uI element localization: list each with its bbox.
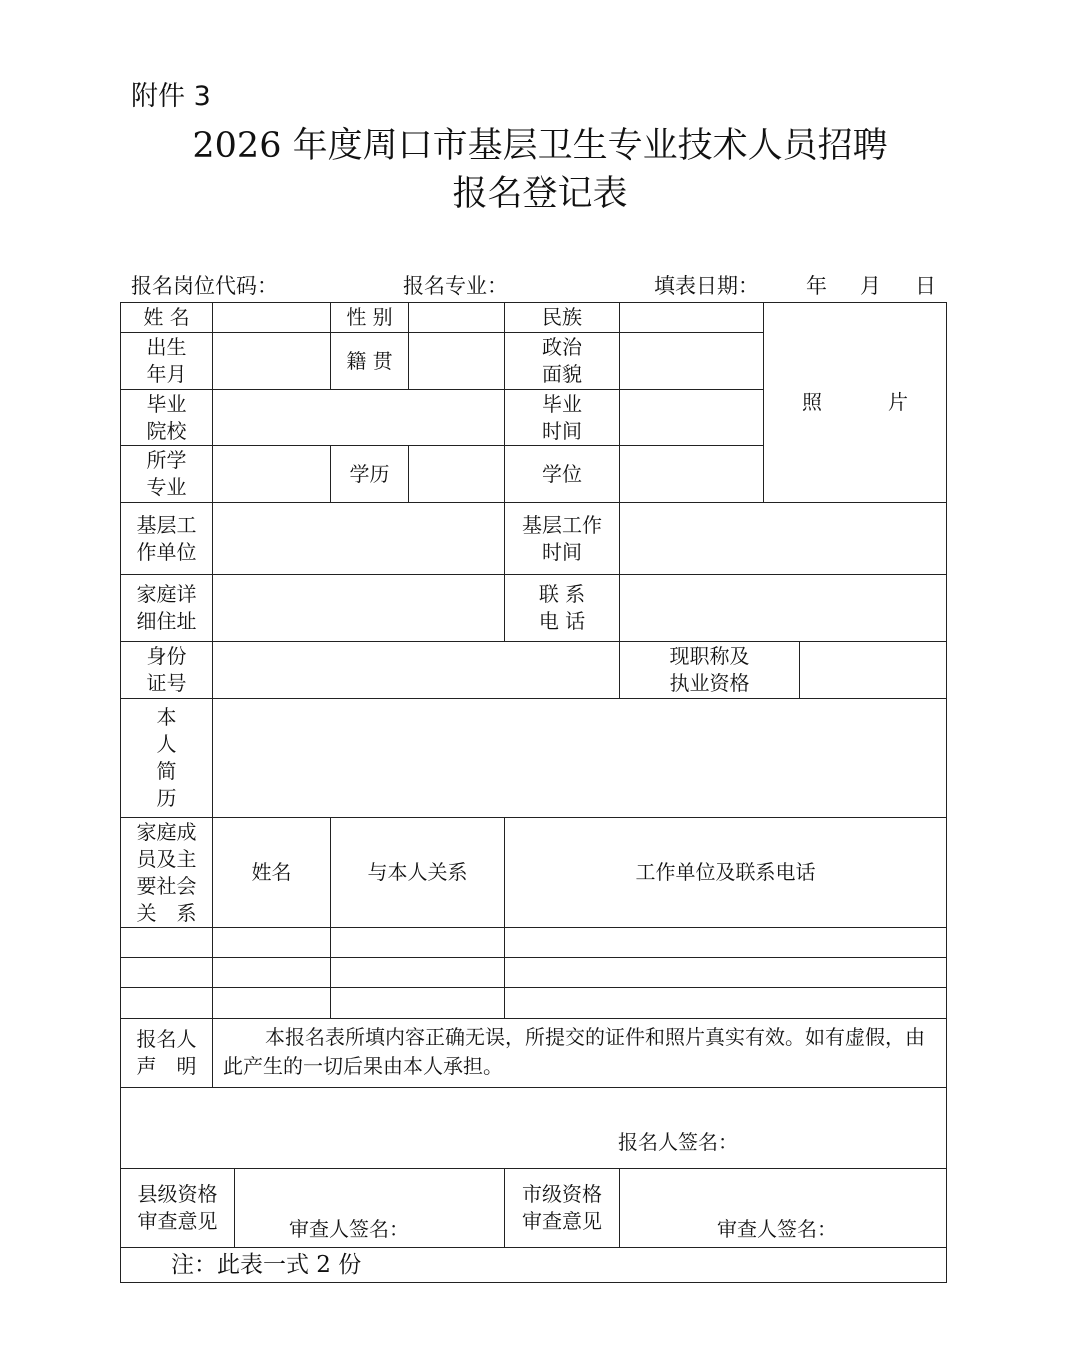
title-cert-input[interactable] bbox=[800, 642, 947, 699]
county-review-label: 县级资格 审查意见 bbox=[121, 1169, 235, 1248]
work-time-input[interactable] bbox=[620, 503, 947, 575]
school-input[interactable] bbox=[213, 390, 505, 446]
work-unit-input[interactable] bbox=[213, 503, 505, 575]
grad-time-input[interactable] bbox=[620, 390, 764, 446]
address-label: 家庭详 细住址 bbox=[121, 575, 213, 642]
major-input[interactable] bbox=[213, 446, 331, 503]
birth-input[interactable] bbox=[213, 333, 331, 390]
family-row-3-work[interactable] bbox=[505, 988, 947, 1019]
family-row-2-relation[interactable] bbox=[331, 958, 505, 988]
city-reviewer-signature: 审查人签名： bbox=[717, 1217, 837, 1241]
work-unit-label: 基层工 作单位 bbox=[121, 503, 213, 575]
address-input[interactable] bbox=[213, 575, 505, 642]
political-input[interactable] bbox=[620, 333, 764, 390]
date-year: 年 bbox=[806, 274, 827, 298]
family-work-header: 工作单位及联系电话 bbox=[505, 818, 947, 928]
family-row-1-name[interactable] bbox=[213, 928, 331, 958]
gender-label: 性 别 bbox=[331, 303, 409, 333]
phone-label: 联 系 电 话 bbox=[505, 575, 620, 642]
education-label: 学历 bbox=[331, 446, 409, 503]
date-day: 日 bbox=[915, 274, 936, 298]
family-row-3-relation[interactable] bbox=[331, 988, 505, 1019]
city-review-label: 市级资格 审查意见 bbox=[505, 1169, 620, 1248]
native-place-label: 籍 贯 bbox=[331, 333, 409, 390]
county-review-input[interactable] bbox=[235, 1169, 505, 1248]
major-label: 所学 专业 bbox=[121, 446, 213, 503]
photo-box[interactable] bbox=[764, 303, 947, 503]
family-row-1-relation[interactable] bbox=[331, 928, 505, 958]
family-row-2-work[interactable] bbox=[505, 958, 947, 988]
degree-input[interactable] bbox=[620, 446, 764, 503]
school-label: 毕业 院校 bbox=[121, 390, 213, 446]
family-row-1-work[interactable] bbox=[505, 928, 947, 958]
family-row-1-blank bbox=[121, 928, 213, 958]
registration-form bbox=[120, 302, 947, 1283]
gender-input[interactable] bbox=[409, 303, 505, 333]
family-row-3-blank bbox=[121, 988, 213, 1019]
photo-label-a: 照 bbox=[802, 390, 822, 414]
native-place-input[interactable] bbox=[409, 333, 505, 390]
family-row-3-name[interactable] bbox=[213, 988, 331, 1019]
grad-time-label: 毕业 时间 bbox=[505, 390, 620, 446]
applicant-signature-area[interactable] bbox=[121, 1088, 947, 1169]
family-relation-header: 与本人关系 bbox=[331, 818, 505, 928]
work-time-label: 基层工作 时间 bbox=[505, 503, 620, 575]
form-note: 注：此表一式 2 份 bbox=[121, 1248, 947, 1283]
name-input[interactable] bbox=[213, 303, 331, 333]
political-label: 政治 面貌 bbox=[505, 333, 620, 390]
photo-label-b: 片 bbox=[888, 390, 908, 414]
id-number-label: 身份 证号 bbox=[121, 642, 213, 699]
phone-input[interactable] bbox=[620, 575, 947, 642]
position-code-label: 报名岗位代码： bbox=[131, 274, 278, 298]
applicant-signature-label: 报名人签名： bbox=[618, 1130, 738, 1154]
declaration-text: 本报名表所填内容正确无误，所提交的证件和照片真实有效。如有虚假，由此产生的一切后果由本人承担。 bbox=[213, 1019, 947, 1088]
declaration-label: 报名人 声 明 bbox=[121, 1019, 213, 1088]
title-cert-label: 现职称及 执业资格 bbox=[620, 642, 800, 699]
family-row-2-name[interactable] bbox=[213, 958, 331, 988]
resume-input[interactable] bbox=[213, 699, 947, 818]
fill-date-label: 填表日期： bbox=[654, 274, 759, 298]
ethnicity-label: 民族 bbox=[505, 303, 620, 333]
form-title-line1: 2026 年度周口市基层卫生专业技术人员招聘 bbox=[192, 126, 888, 166]
family-label: 家庭成 员及主 要社会 关 系 bbox=[121, 818, 213, 928]
attachment-label: 附件 3 bbox=[131, 81, 211, 112]
family-row-2-blank bbox=[121, 958, 213, 988]
major-label: 报名专业： bbox=[403, 274, 508, 298]
family-name-header: 姓名 bbox=[213, 818, 331, 928]
date-month: 月 bbox=[860, 274, 881, 298]
education-input[interactable] bbox=[409, 446, 505, 503]
ethnicity-input[interactable] bbox=[620, 303, 764, 333]
id-number-input[interactable] bbox=[213, 642, 620, 699]
birth-label: 出生 年月 bbox=[121, 333, 213, 390]
resume-label: 本 人 简 历 bbox=[121, 699, 213, 818]
form-title-line2: 报名登记表 bbox=[452, 174, 628, 214]
name-label: 姓 名 bbox=[121, 303, 213, 333]
county-reviewer-signature: 审查人签名： bbox=[289, 1217, 409, 1241]
city-review-input[interactable] bbox=[620, 1169, 947, 1248]
degree-label: 学位 bbox=[505, 446, 620, 503]
